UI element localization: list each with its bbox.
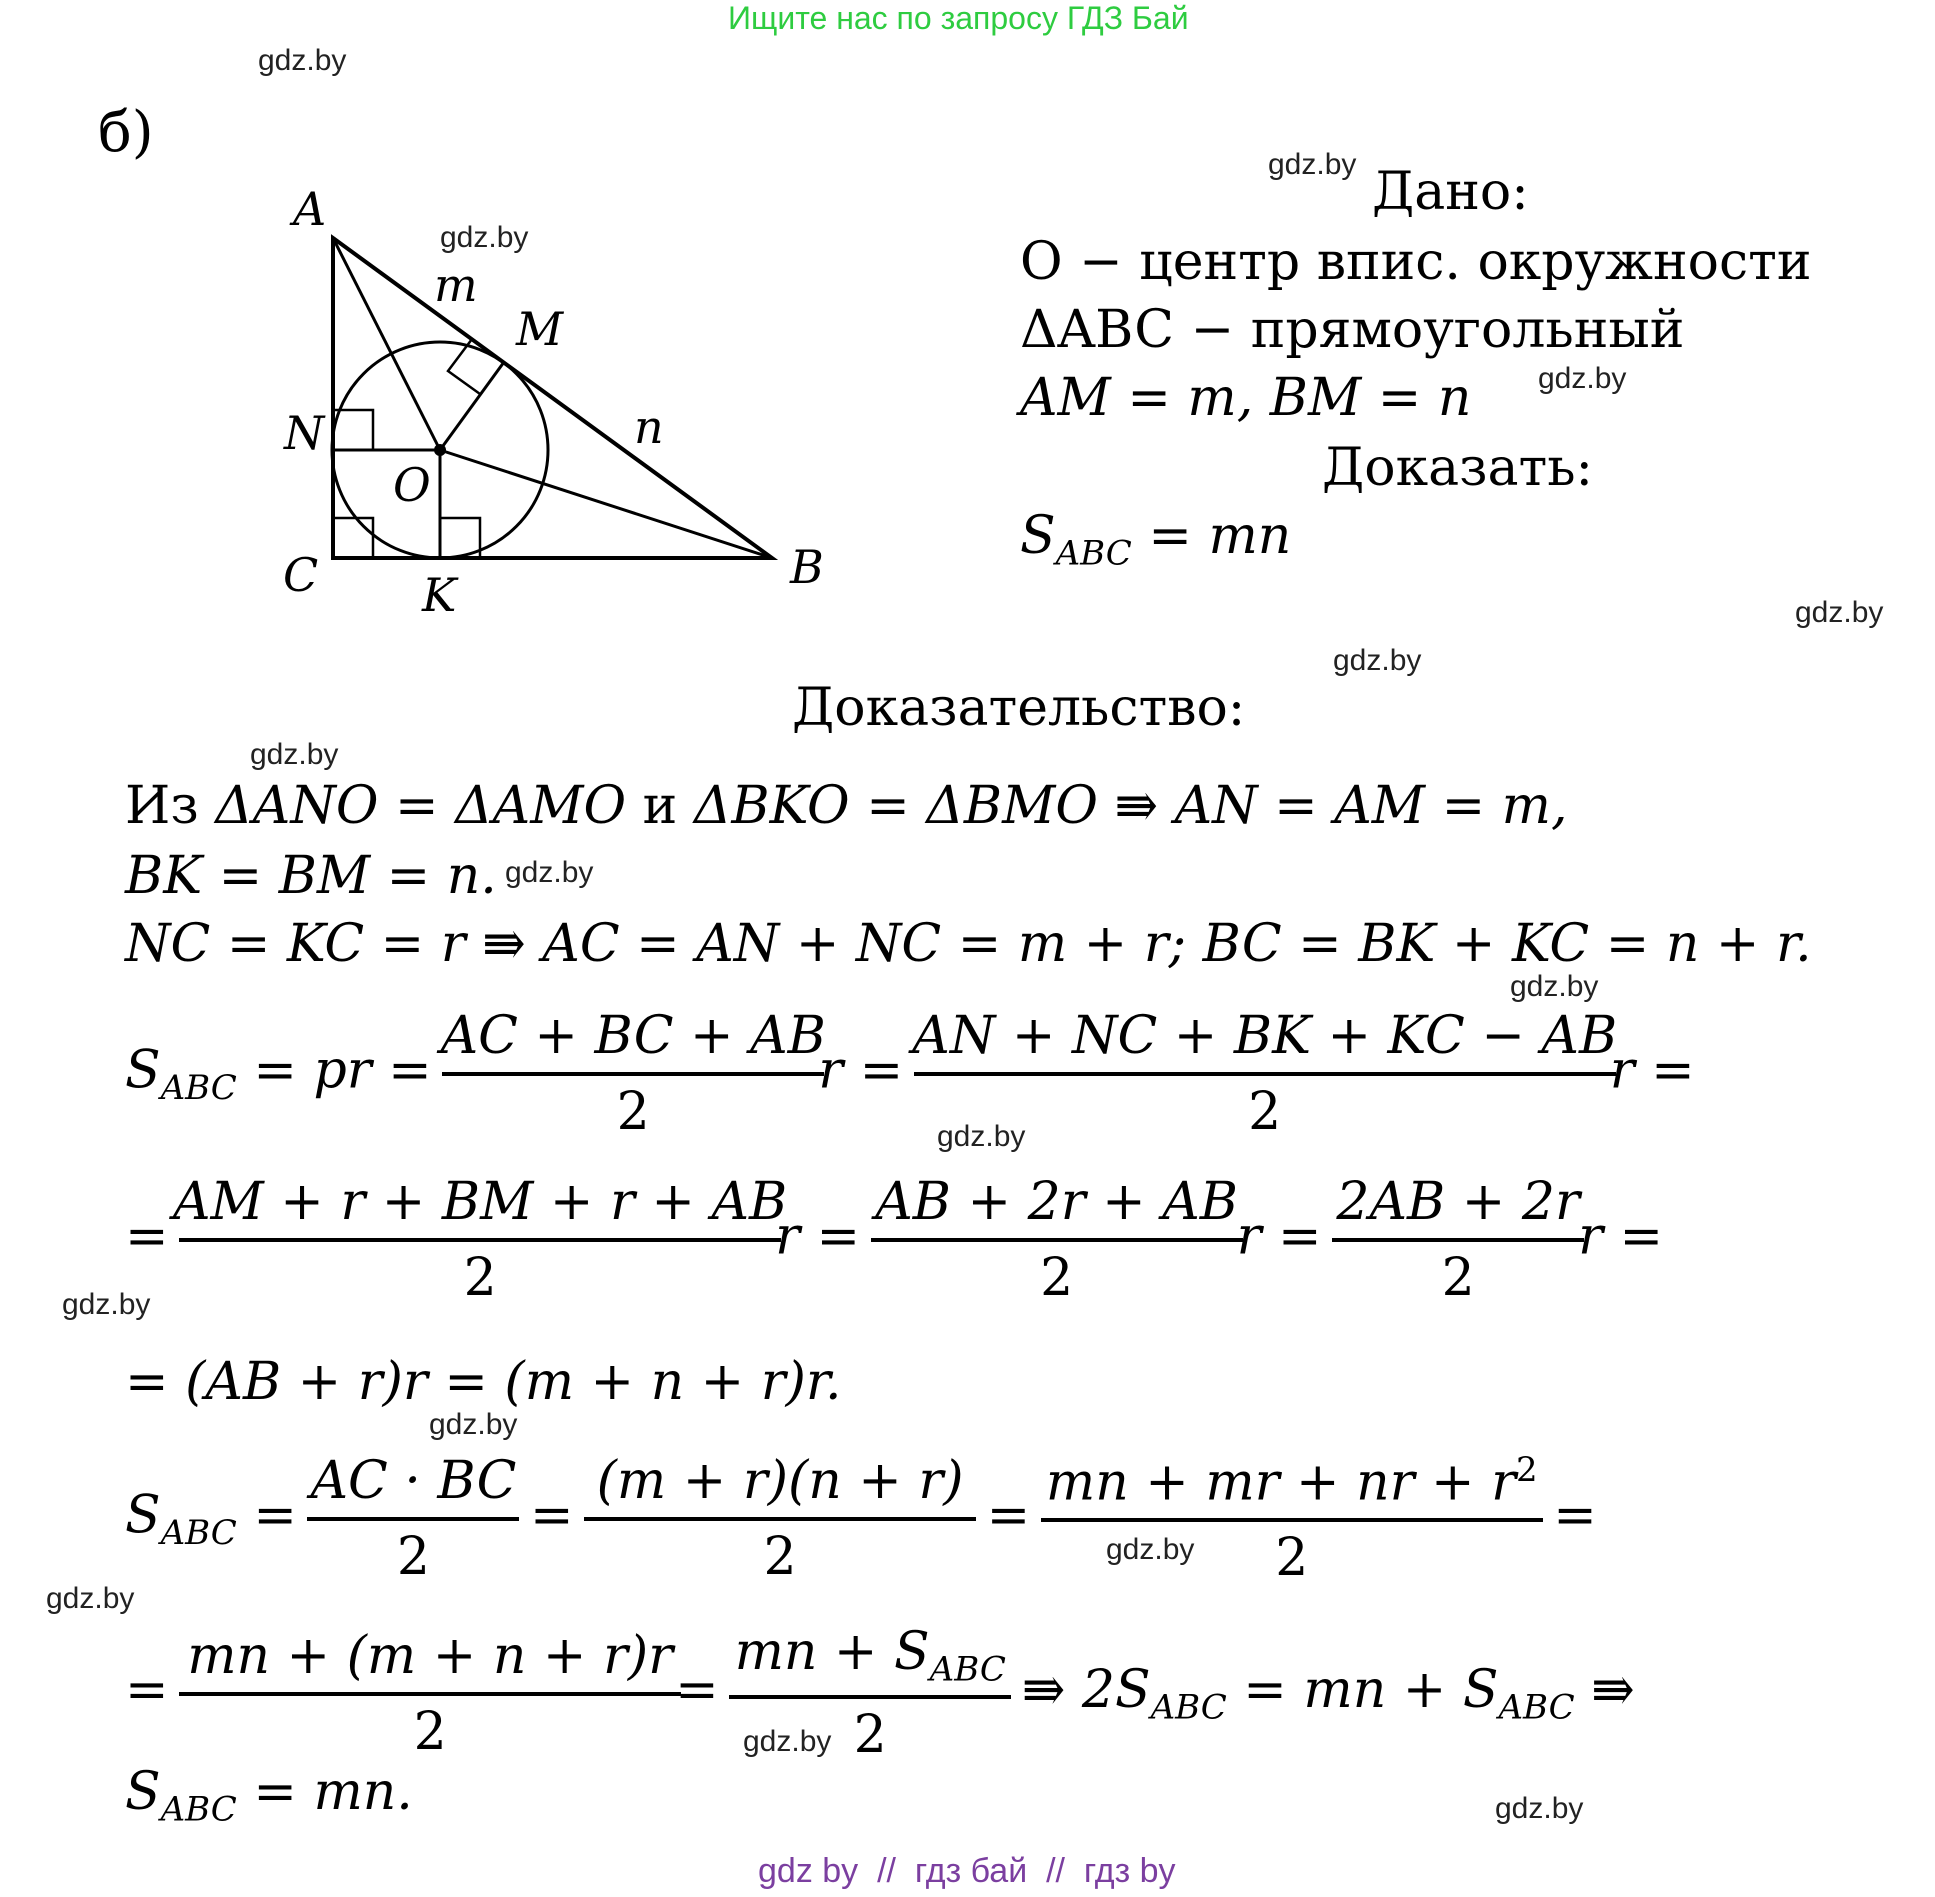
- watermark: gdz.by: [1510, 970, 1599, 1003]
- watermark: gdz.by: [1106, 1533, 1195, 1566]
- watermark: gdz.by: [46, 1582, 135, 1615]
- proof-line-3: NC = KC = r ⇛ AC = AN + NC = m + r; BC = BK + KC = n + r.: [125, 914, 1812, 974]
- prove-statement: $S_{ABC}$ = mn: [1020, 506, 1292, 574]
- watermark: gdz.by: [62, 1288, 151, 1321]
- watermark: gdz.by: [1495, 1792, 1584, 1825]
- proof-eq-6: $S_{ABC}$ = mn.: [125, 1762, 413, 1830]
- watermark: gdz.by: [258, 44, 347, 77]
- label-N: N: [284, 406, 325, 460]
- watermark: gdz.by: [505, 856, 594, 889]
- label-n: n: [634, 400, 664, 454]
- label-m: m: [434, 258, 478, 312]
- watermark: gdz.by: [1795, 596, 1884, 629]
- given-line1: O − центр впис. окружности: [1020, 232, 1812, 292]
- proof-eq-4: $S_{ABC}$ = $\frac{AC \cdot BC}{2}$ = $\frac{(m + r)(n + r)}{2}$ = $\frac{mn + mr + nr + r^2}{2}$ =: [125, 1450, 1597, 1589]
- watermark: gdz.by: [1268, 148, 1357, 181]
- top-banner: Ищите нас по запросу ГДЗ Бай: [728, 0, 1189, 36]
- label-B: B: [790, 540, 824, 594]
- proof-eq-3: = (AB + r)r = (m + n + r)r.: [125, 1352, 842, 1412]
- watermark: gdz.by: [250, 738, 339, 771]
- proof-title: Доказательство:: [792, 678, 1246, 738]
- given-line2: ΔABC − прямоугольный: [1020, 300, 1685, 360]
- prove-title: Доказать:: [1322, 438, 1594, 498]
- watermark: gdz.by: [1333, 644, 1422, 677]
- label-A: A: [293, 182, 327, 236]
- watermark: gdz.by: [429, 1408, 518, 1441]
- watermark: gdz.by: [1538, 362, 1627, 395]
- label-O: O: [393, 458, 431, 512]
- watermark: gdz.by: [937, 1120, 1026, 1153]
- given-title: Дано:: [1372, 162, 1529, 222]
- proof-eq-1: $S_{ABC}$ = pr = $\frac{AC + BC + AB}{2}$ r = $\frac{AN + NC + BK + KC - AB}{2}$ r =: [125, 1006, 1695, 1142]
- watermark: gdz.by: [743, 1725, 832, 1758]
- proof-eq-2: = $\frac{AM + r + BM + r + AB}{2}$ r = $\frac{AB + 2r + AB}{2}$ r = $\frac{2AB + 2r}{2}$ r =: [125, 1172, 1664, 1308]
- triangle-figure: [270, 170, 830, 630]
- proof-line-1: Из ΔANO = ΔAMO и ΔBKO = ΔBMO ⇛ AN = AM = m,: [125, 776, 1568, 836]
- watermark: gdz.by: [440, 221, 529, 254]
- proof-line-2: BK = BM = n.: [125, 846, 497, 906]
- part-label: б): [98, 100, 154, 165]
- label-K: K: [422, 568, 457, 622]
- proof-eq-5: = $\frac{mn + (m + n + r)r}{2}$ = $\frac{mn + S_{ABC}}{2}$ ⇛ $2S_{ABC}$ = mn + $S_{ABC}$ ⇛: [125, 1622, 1635, 1766]
- label-C: C: [283, 548, 319, 602]
- footer-links[interactable]: gdz by // гдз бай // гдз by: [758, 1852, 1176, 1890]
- given-line3: AM = m, BM = n: [1020, 368, 1472, 428]
- label-M: M: [516, 302, 564, 356]
